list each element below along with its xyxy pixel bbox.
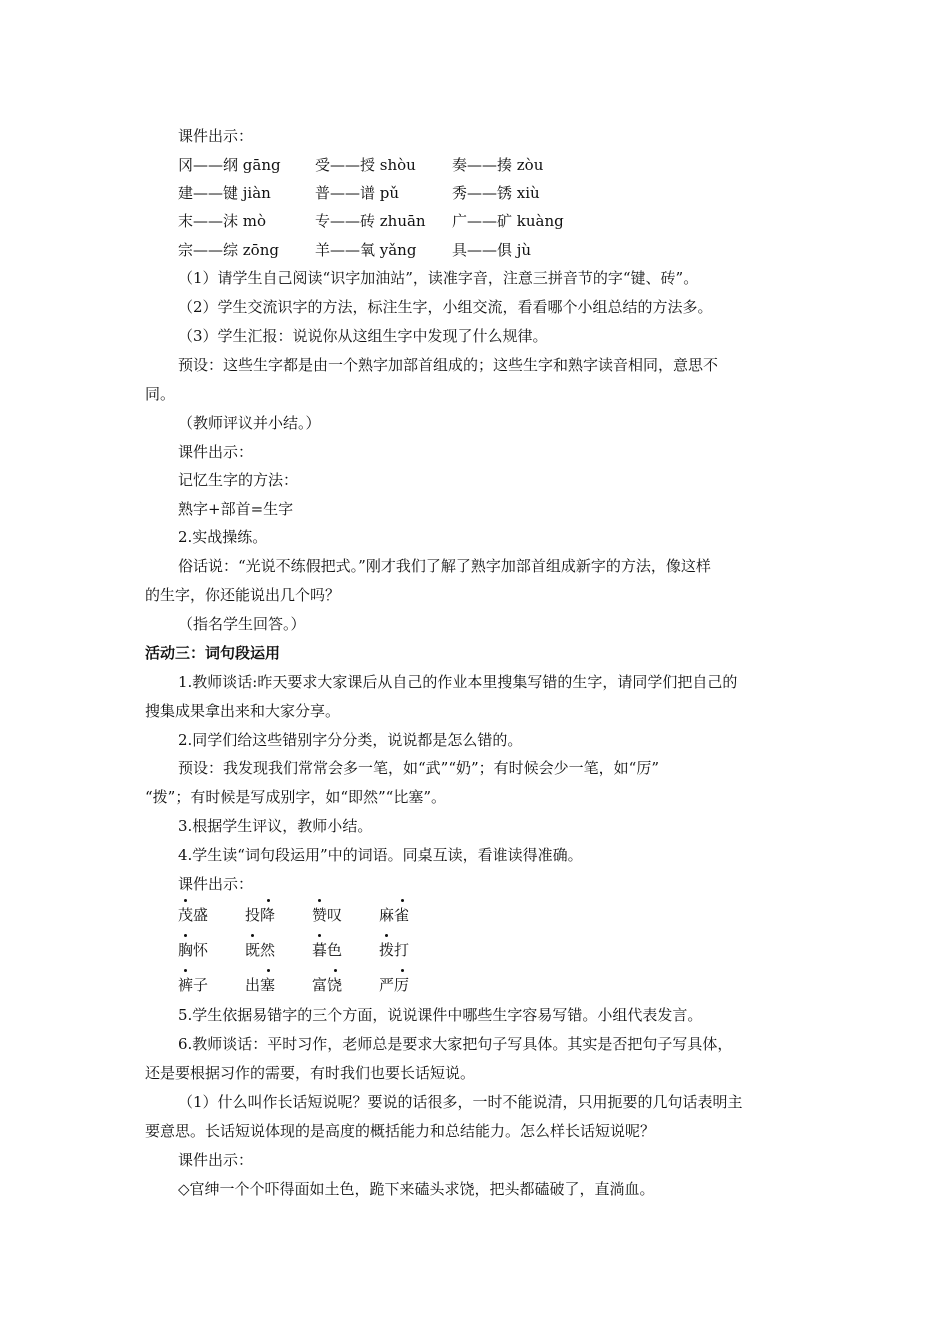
paragraph-cont: “拨”；有时候是写成别字，如“即然”“比塞”。: [145, 788, 447, 806]
char-pair: 专——砖 zhuān: [315, 212, 426, 230]
emphasis-dot-icon: [184, 969, 187, 972]
char-pair: 具——俱 jù: [452, 241, 532, 259]
paragraph: 预设：这些生字都是由一个熟字加部首组成的；这些生字和熟字读音相同，意思不: [178, 356, 719, 374]
paragraph: 俗话说：“光说不练假把式。”刚才我们了解了熟字加部首组成新字的方法，像这样: [178, 557, 711, 575]
vocab-word: 出塞: [245, 975, 275, 995]
paragraph: （教师评议并小结。）: [178, 414, 321, 432]
paragraph: ◇官绅一个个吓得面如土色，跪下来磕头求饶，把头都磕破了，直淌血。: [178, 1180, 655, 1198]
char-pair: 受——授 shòu: [315, 156, 416, 174]
paragraph-cont: 搜集成果拿出来和大家分享。: [145, 702, 341, 720]
vocab-word: 富饶: [312, 975, 342, 995]
paragraph: 2.同学们给这些错别字分分类，说说都是怎么错的。: [178, 731, 523, 749]
emphasis-dot-icon: [318, 934, 321, 937]
paragraph: 记忆生字的方法：: [178, 471, 299, 489]
paragraph: 熟字+部首=生字: [178, 500, 294, 518]
char-pair: 宗——综 zōng: [178, 241, 279, 259]
emphasis-dot-icon: [184, 899, 187, 902]
paragraph-cont: 要意思。长话短说体现的是高度的概括能力和总结能力。怎么样长话短说呢？: [145, 1122, 656, 1140]
paragraph: 课件出示：: [178, 443, 254, 461]
paragraph: （指名学生回答。）: [178, 615, 306, 633]
paragraph: 4.学生读“词句段运用”中的词语。同桌互读，看谁读得准确。: [178, 846, 583, 864]
paragraph: （1）请学生自己阅读“识字加油站”，读准字音，注意三拼音节的字“键、砖”。: [178, 269, 699, 287]
paragraph: 课件出示：: [178, 1151, 254, 1169]
vocab-word: 投降: [245, 905, 275, 925]
section-heading: 活动三：词句段运用: [145, 644, 281, 662]
char-pair: 羊——氧 yǎng: [315, 241, 417, 259]
vocab-word: 茂盛: [178, 905, 208, 925]
paragraph: 6.教师谈话：平时习作，老师总是要求大家把句子写具体。其实是否把句子写具体，: [178, 1035, 733, 1053]
vocab-word: 严厉: [379, 975, 409, 995]
char-pair: 末——沫 mò: [178, 212, 267, 230]
paragraph: 1.教师谈话:昨天要求大家课后从自己的作业本里搜集写错的生字，请同学们把自己的: [178, 673, 738, 691]
vocab-word: 拨打: [379, 940, 409, 960]
paragraph: 课件出示：: [178, 875, 254, 893]
emphasis-dot-icon: [267, 969, 270, 972]
emphasis-dot-icon: [385, 934, 388, 937]
emphasis-dot-icon: [401, 969, 404, 972]
emphasis-dot-icon: [184, 934, 187, 937]
paragraph: （2）学生交流识字的方法，标注生字，小组交流，看看哪个小组总结的方法多。: [178, 298, 713, 316]
char-pair: 建——键 jiàn: [178, 184, 271, 202]
paragraph-cont: 的生字，你还能说出几个吗？: [145, 586, 341, 604]
paragraph-cont: 同。: [145, 385, 176, 403]
paragraph: 2.实战操练。: [178, 528, 268, 546]
vocab-word: 裤子: [178, 975, 208, 995]
emphasis-dot-icon: [251, 934, 254, 937]
paragraph: 5.学生依据易错字的三个方面，说说课件中哪些生字容易写错。小组代表发言。: [178, 1006, 703, 1024]
emphasis-dot-icon: [334, 969, 337, 972]
char-pair: 冈——纲 gāng: [178, 156, 281, 174]
emphasis-dot-icon: [267, 899, 270, 902]
char-pair: 奏——揍 zòu: [452, 156, 544, 174]
char-pair: 普——谱 pǔ: [315, 184, 400, 202]
paragraph: 3.根据学生评议，教师小结。: [178, 817, 373, 835]
paragraph: （3）学生汇报：说说你从这组生字中发现了什么规律。: [178, 327, 548, 345]
vocab-word: 麻雀: [379, 905, 409, 925]
char-pair: 广——矿 kuàng: [452, 212, 564, 230]
paragraph: （1）什么叫作长话短说呢？要说的话很多，一时不能说清，只用扼要的几句话表明主: [178, 1093, 743, 1111]
vocab-word: 赞叹: [312, 905, 342, 925]
char-pair: 秀——锈 xiù: [452, 184, 540, 202]
vocab-word: 暮色: [312, 940, 342, 960]
emphasis-dot-icon: [318, 899, 321, 902]
vocab-word: 既然: [245, 940, 275, 960]
emphasis-dot-icon: [401, 899, 404, 902]
vocab-word: 胸怀: [178, 940, 208, 960]
paragraph-cont: 还是要根据习作的需要，有时我们也要长话短说。: [145, 1064, 476, 1082]
courseware-label: 课件出示：: [178, 127, 254, 145]
paragraph: 预设：我发现我们常常会多一笔，如“武”“奶”；有时候会少一笔，如“厉”: [178, 759, 660, 777]
